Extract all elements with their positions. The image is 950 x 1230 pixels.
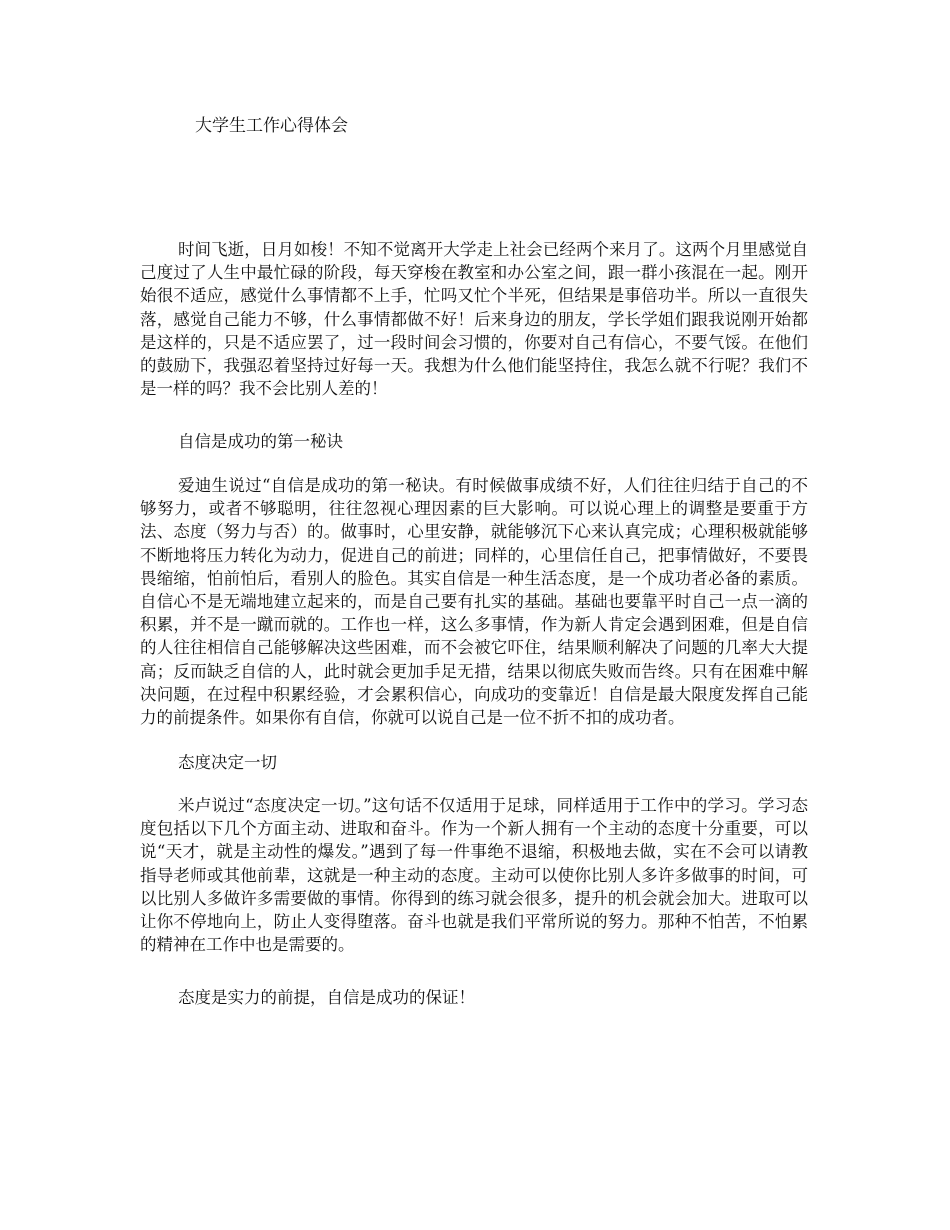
intro-paragraph: 时间飞逝，日月如梭！不知不觉离开大学走上社会已经两个来月了。这两个月里感觉自己度过了人生中最忙碌的阶段，每天穿梭在教室和办公室之间，跟一群小孩混在一起。刚开始很不适应，感觉什么事情都不上手，忙吗又忙个半死，但结果是事倍功半。所以一直很失落，感觉自己能力不够，什么事情都做不好！后来身边的朋友，学长学姐们跟我说刚开始都是这样的，只是不适应罢了，过一段时间会习惯的，你要对自己有信心，不要气馁。在他们的鼓励下，我强忍着坚持过好每一天。我想为什么他们能坚持住，我怎么就不行呢？我们不是一样的吗？我不会比别人差的！ (140, 240, 808, 399)
document-title: 大学生工作心得体会 (195, 116, 348, 136)
confidence-paragraph: 爱迪生说过“自信是成功的第一秘诀。有时候做事成绩不好，人们往往归结于自己的不够努力，或者不够聪明，往往忽视心理因素的巨大影响。可以说心理上的调整是要重于方法、态度（努力与否）的。做事时，心里安静，就能够沉下心来认真完成；心理积极就能够不断地将压力转化为动力，促进自己的前进；同样的，心里信任自己，把事情做好，不要畏畏缩缩，怕前怕后，看别人的脸色。其实自信是一种生活态度，是一个成功者必备的素质。自信心不是无端地建立起来的，而是自己要有扎实的基础。基础也要靠平时自己一点一滴的积累，并不是一蹴而就的。工作也一样，这么多事情，作为新人肯定会遇到困难，但是自信的人往往相信自己能够解决这些困难，而不会被它吓住，结果顺利解决了问题的几率大大提高；反而缺乏自信的人，此时就会更加手足无措，结果以彻底失败而告终。只有在困难中解决问题，在过程中积累经验，才会累积信心，向成功的变靠近！自信是最大限度发挥自己能力的前提条件。如果你有自信，你就可以说自己是一位不折不扣的成功者。 (140, 476, 808, 728)
section-heading-attitude: 态度决定一切 (178, 753, 277, 772)
closing-statement: 态度是实力的前提，自信是成功的保证！ (178, 988, 475, 1007)
attitude-paragraph: 米卢说过“态度决定一切。”这句话不仅适用于足球，同样适用于工作中的学习。学习态度包括以下几个方面主动、进取和奋斗。作为一个新人拥有一个主动的态度十分重要，可以说“天才，就是主动性的爆发。”遇到了每一件事绝不退缩，积极地去做，实在不会可以请教指导老师或其他前辈，这就是一种主动的态度。主动可以使你比别人多许多做事的时间，可以比别人多做许多需要做的事情。你得到的练习就会很多，提升的机会就会加大。进取可以让你不停地向上，防止人变得堕落。奋斗也就是我们平常所说的努力。那种不怕苦，不怕累的精神在工作中也是需要的。 (140, 796, 808, 955)
section-heading-confidence: 自信是成功的第一秘诀 (178, 432, 343, 451)
